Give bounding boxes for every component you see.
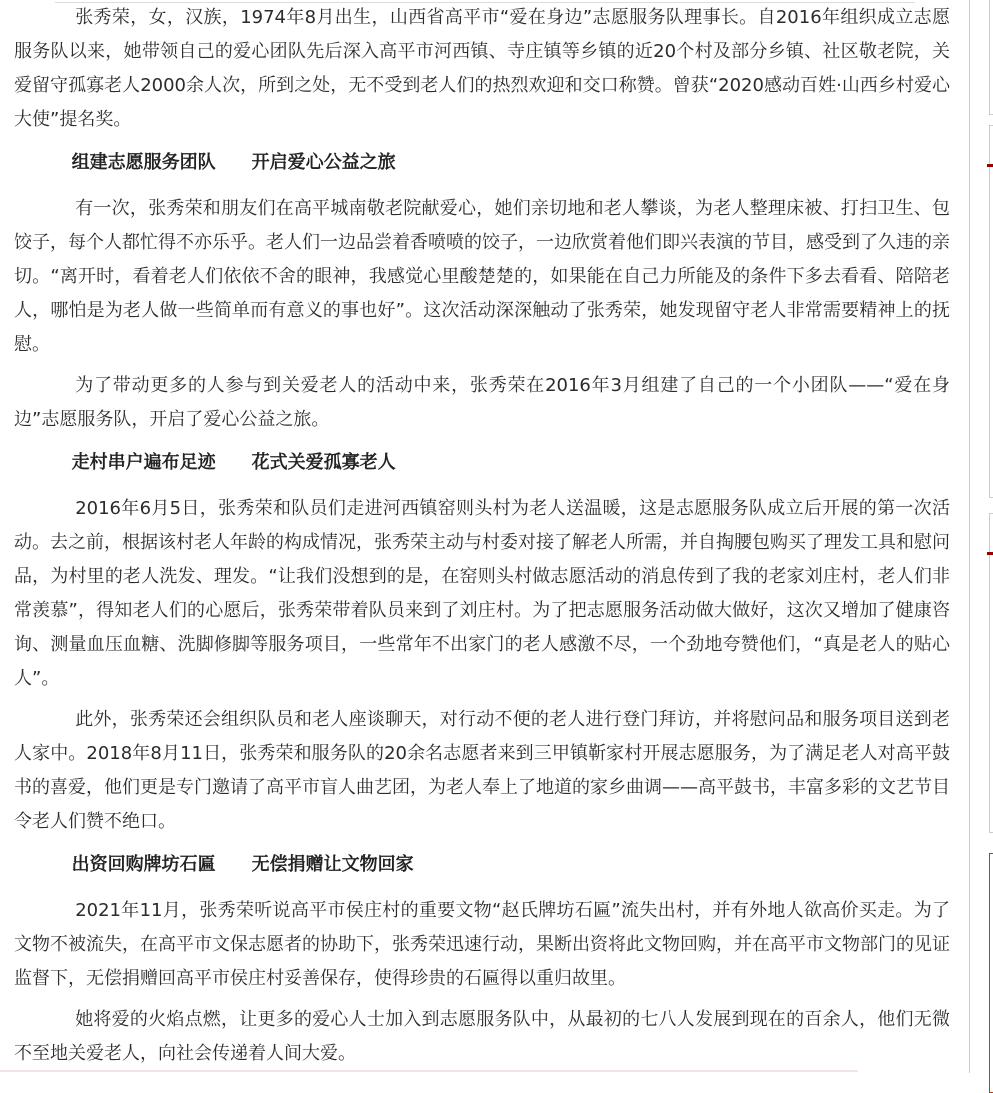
body-paragraph: 有一次，张秀荣和朋友们在高平城南敬老院献爱心，她们亲切地和老人攀谈，为老人整理床被、打扫卫生、包饺子，每个人都忙得不亦乐乎。老人们一边品尝着香喷喷的饺子，一边欣赏着他们即兴表演的节目，感受到了久违的亲切。“离开时，看着老人们依依不舍的眼神，我感觉心里酸楚楚的，如果能在自己力所能及的条件下多去看看、陪陪老人，哪怕是为老人做一些简单而有意义的事也好”。这次活动深深触动了张秀荣，她发现留守老人非常需要精神上的抚慰。 — [14, 198, 950, 355]
sidebar-panel — [989, 513, 993, 833]
body-paragraph: 为了带动更多的人参与到关爱老人的活动中来，张秀荣在2016年3月组建了自己的一个小团队——“爱在身边”志愿服务队，开启了爱心公益之旅。 — [14, 375, 950, 430]
body-paragraph: 她将爱的火焰点燃，让更多的爱心人士加入到志愿服务队中，从最初的七八人发展到现在的百余人，他们无微不至地关爱老人，向社会传递着人间大爱。 — [14, 1009, 950, 1064]
sidebar-panel — [989, 125, 993, 498]
page-divider — [969, 0, 970, 1073]
article-body — [14, 1, 950, 1078]
sidebar-panel — [989, 853, 993, 1093]
section-heading: 走村串户遍布足迹 花式关爱孤寡老人 — [71, 452, 396, 473]
body-paragraph: 2016年6月5日，张秀荣和队员们走进河西镇窑则头村为老人送温暖，这是志愿服务队成立后开展的第一次活动。去之前，根据该村老人年龄的构成情况，张秀荣主动与村委对接了解老人所需，并自掏腰包购买了理发工具和慰问品，为村里的老人洗发、理发。“让我们没想到的是，在窑则头村做志愿活动的消息传到了我的老家刘庄村，老人们非常羡慕”，得知老人们的心愿后，张秀荣带着队员来到了刘庄村。为了把志愿服务活动做大做好，这次又增加了健康咨询、测量血压血糖、洗脚修脚等服务项目，一些常年不出家门的老人感激不尽，一个劲地夸赞他们，“真是老人的贴心人”。 — [14, 498, 950, 689]
body-paragraph: 张秀荣，女，汉族，1974年8月出生，山西省高平市“爱在身边”志愿服务队理事长。自2016年组织成立志愿服务队以来，她带领自己的爱心团队先后深入高平市河西镇、寺庄镇等乡镇的近20个村及部分乡镇、社区敬老院，关爱留守孤寡老人2000余人次，所到之处，无不受到老人们的热烈欢迎和交口称赞。曾获“2020感动百姓·山西乡村爱心大使”提名奖。 — [14, 7, 950, 130]
body-paragraph: 2021年11月，张秀荣听说高平市侯庄村的重要文物“赵氏牌坊石匾”流失出村，并有外地人欲高价买走。为了文物不被流失，在高平市文保志愿者的协助下，张秀荣迅速行动，果断出资将此文物回购，并在高平市文物部门的见证监督下，无偿捐赠回高平市侯庄村妥善保存，使得珍贵的石匾得以重归故里。 — [14, 900, 950, 989]
sidebar — [989, 0, 993, 1073]
panel-accent-mark — [987, 552, 993, 555]
sidebar-panel — [989, 0, 993, 115]
section-heading: 出资回购牌坊石匾 无偿捐赠让文物回家 — [71, 854, 414, 875]
body-paragraph: 此外，张秀荣还会组织队员和老人座谈聊天，对行动不便的老人进行登门拜访，并将慰问品和服务项目送到老人家中。2018年8月11日，张秀荣和服务队的20余名志愿者来到三甲镇靳家村开展志愿服务，为了满足老人对高平鼓书的喜爱，他们更是专门邀请了高平市盲人曲艺团，为老人奉上了地道的家乡曲调——高平鼓书，丰富多彩的文艺节目令老人们赞不绝口。 — [14, 709, 950, 832]
section-heading: 组建志愿服务团队 开启爱心公益之旅 — [71, 152, 396, 173]
panel-accent-mark — [987, 164, 993, 167]
bottom-divider — [0, 1070, 858, 1072]
